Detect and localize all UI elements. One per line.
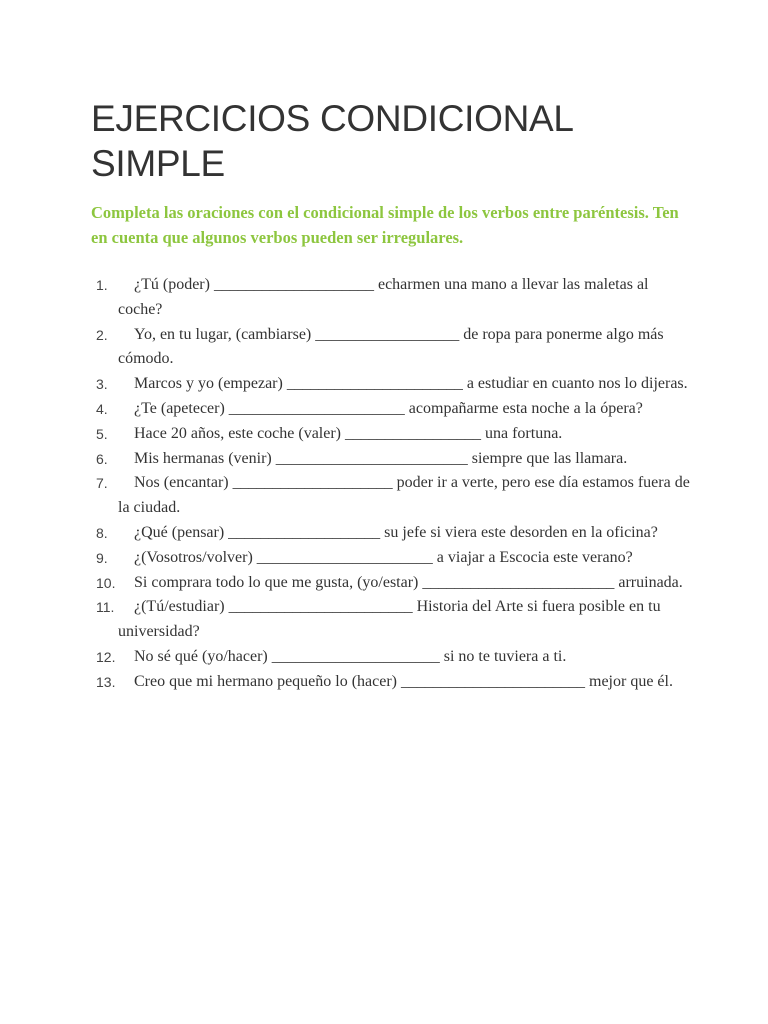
exercise-number: 9. — [96, 549, 108, 566]
exercise-item — [91, 471, 691, 521]
exercise-number: 10. — [96, 574, 116, 591]
exercise-item — [91, 372, 691, 397]
exercise-text: ¿Te (apetecer) ______________________ acompañarme esta noche a la ópera? — [134, 399, 643, 417]
exercise-item — [91, 422, 691, 447]
exercise-text: Hace 20 años, este coche (valer) _________________ una fortuna. — [134, 424, 563, 442]
exercise-text: Creo que mi hermano pequeño lo (hacer) _______________________ mejor que él. — [134, 672, 673, 690]
exercise-number: 1. — [96, 277, 108, 293]
exercise-number: 13. — [96, 673, 116, 690]
instructions-text: Completa las oraciones con el condicional simple de los verbos entre paréntesis. Ten en cuenta que algunos verbos pueden ser irregulares. — [91, 203, 679, 247]
exercise-number: 8. — [96, 524, 108, 541]
exercise-item — [91, 323, 691, 373]
exercise-number: 7. — [96, 475, 108, 492]
exercise-text: Si comprara todo lo que me gusta, (yo/estar) ________________________ arruinada. — [134, 573, 683, 591]
exercise-text: ¿(Vosotros/volver) ______________________ a viajar a Escocia este verano? — [134, 548, 633, 566]
exercise-item — [91, 397, 691, 422]
exercise-item — [91, 595, 691, 645]
exercise-text: Nos (encantar) ____________________ poder ir a verte, pero ese día estamos fuera de la ciudad. — [118, 474, 690, 517]
exercise-item — [91, 546, 691, 571]
exercise-text: Yo, en tu lugar, (cambiarse) __________________ de ropa para ponerme algo más cómodo. — [118, 325, 664, 368]
exercise-number: 4. — [96, 400, 108, 417]
exercise-text: No sé qué (yo/hacer) _____________________ si no te tuviera a ti. — [134, 647, 567, 665]
exercise-item — [91, 521, 691, 546]
exercise-number: 2. — [96, 326, 108, 343]
exercise-text: Mis hermanas (venir) ________________________ siempre que las llamara. — [134, 449, 628, 467]
exercise-number: 3. — [96, 376, 108, 393]
document-title: EJERCICIOS CONDICIONAL SIMPLE — [91, 98, 573, 184]
exercise-text: ¿(Tú/estudiar) _______________________ Historia del Arte si fuera posible en tu universidad? — [118, 598, 661, 641]
exercise-number: 12. — [96, 648, 116, 665]
exercise-item — [91, 447, 691, 472]
exercise-list — [91, 273, 691, 695]
exercise-number: 5. — [96, 425, 108, 442]
exercise-item — [91, 273, 691, 323]
exercise-text: Marcos y yo (empezar) ______________________ a estudiar en cuanto nos lo dijeras. — [134, 375, 688, 393]
exercise-text: ¿Qué (pensar) ___________________ su jefe si viera este desorden en la oficina? — [134, 523, 658, 541]
exercise-number: 11. — [96, 599, 115, 616]
exercise-number: 6. — [96, 450, 108, 467]
exercise-item — [91, 670, 691, 695]
exercise-item — [91, 645, 691, 670]
exercise-item — [91, 571, 691, 596]
exercise-text: ¿Tú (poder) ____________________ echarmen una mano a llevar las maletas al coche? — [118, 276, 649, 318]
